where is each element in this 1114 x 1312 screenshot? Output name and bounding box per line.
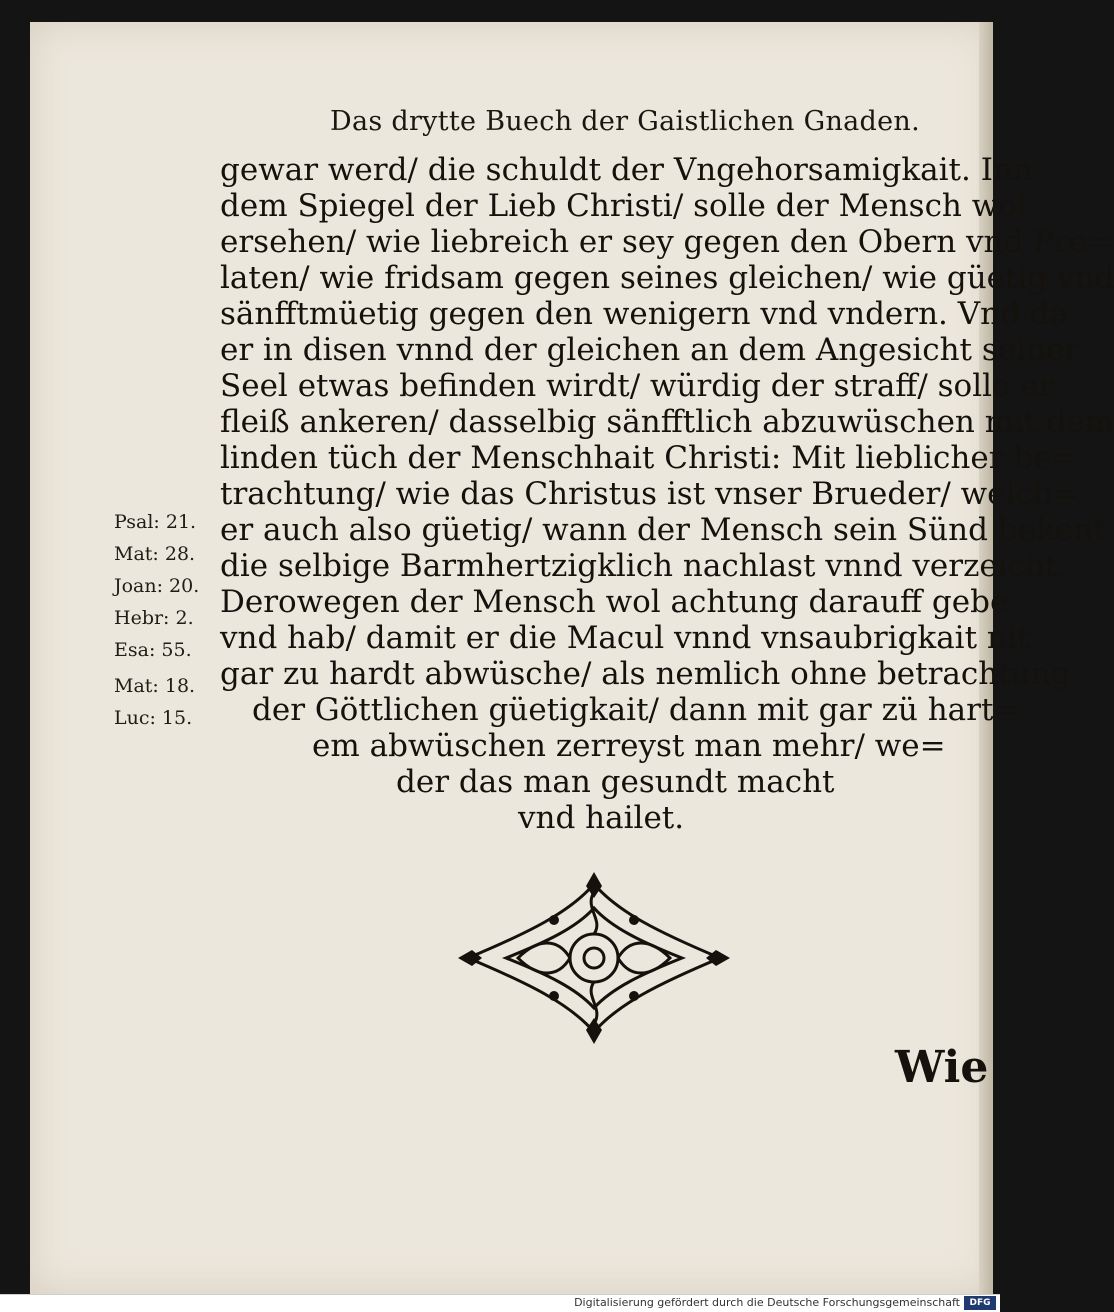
body-line: gar zu hardt abwüsche/ als nemlich ohne betrachtung (220, 656, 1071, 692)
book-page (30, 22, 1114, 1294)
body-line: der das man gesundt macht (396, 764, 835, 800)
body-line: dem Spiegel der Lieb Christi/ solle der Mensch wol (220, 188, 1027, 224)
body-line: fleiß ankeren/ dasselbig sänfftlich abzuwüschen mit dem (220, 404, 1114, 440)
margin-note: Joan: 20. (114, 575, 200, 597)
body-line: sänfftmüetig gegen den wenigern vnd vndern. Vnd da (220, 296, 1069, 332)
body-line: vnd hailet. (518, 800, 685, 836)
margin-note: Hebr: 2. (114, 607, 194, 629)
body-line: Seel etwas befinden wirdt/ würdig der straff/ solle er (220, 368, 1054, 404)
body-line: trachtung/ wie das Christus ist vnser Brueder/ welch= (220, 476, 1079, 512)
margin-note: Mat: 18. (114, 675, 196, 697)
margin-note: Mat: 28. (114, 543, 196, 565)
body-line: er auch also güetig/ wann der Mensch sein Sünd bekent (220, 512, 1106, 548)
body-line: em abwüschen zerreyst man mehr/ we= (312, 728, 946, 764)
body-line: der Göttlichen güetigkait/ dann mit gar zü hart= (252, 692, 1020, 728)
footer-bar (0, 1294, 1000, 1312)
body-line: Derowegen der Mensch wol achtung darauff gebe (220, 584, 1009, 620)
running-head: Das drytte Buech der Gaistlichen Gnaden. (330, 106, 920, 137)
body-line: die selbige Barmhertzigklich nachlast vnnd verzeicht. (220, 548, 1068, 584)
body-line: er in disen vnnd der gleichen an dem Angesicht seiner (220, 332, 1080, 368)
body-line: laten/ wie fridsam gegen seines gleichen/ wie güetig vnd (220, 260, 1114, 296)
printers-ornament (458, 872, 730, 1044)
body-line: ersehen/ wie liebreich er sey gegen den Obern vnd Pre= (220, 224, 1114, 260)
margin-note: Esa: 55. (114, 639, 192, 661)
dfg-logo: DFG (964, 1296, 996, 1310)
body-line: vnd hab/ damit er die Macul vnnd vnsaubrigkait nit (220, 620, 1030, 656)
body-line: gewar werd/ die schuldt der Vngehorsamigkait. Inn (220, 152, 1033, 188)
catchword: Wie (895, 1042, 989, 1093)
margin-note: Luc: 15. (114, 707, 193, 729)
funding-credit: Digitalisierung gefördert durch die Deutsche Forschungsgemeinschaft (574, 1296, 960, 1309)
margin-note: Psal: 21. (114, 511, 197, 533)
body-line: linden tüch der Menschhait Christi: Mit lieblicher be= (220, 440, 1078, 476)
